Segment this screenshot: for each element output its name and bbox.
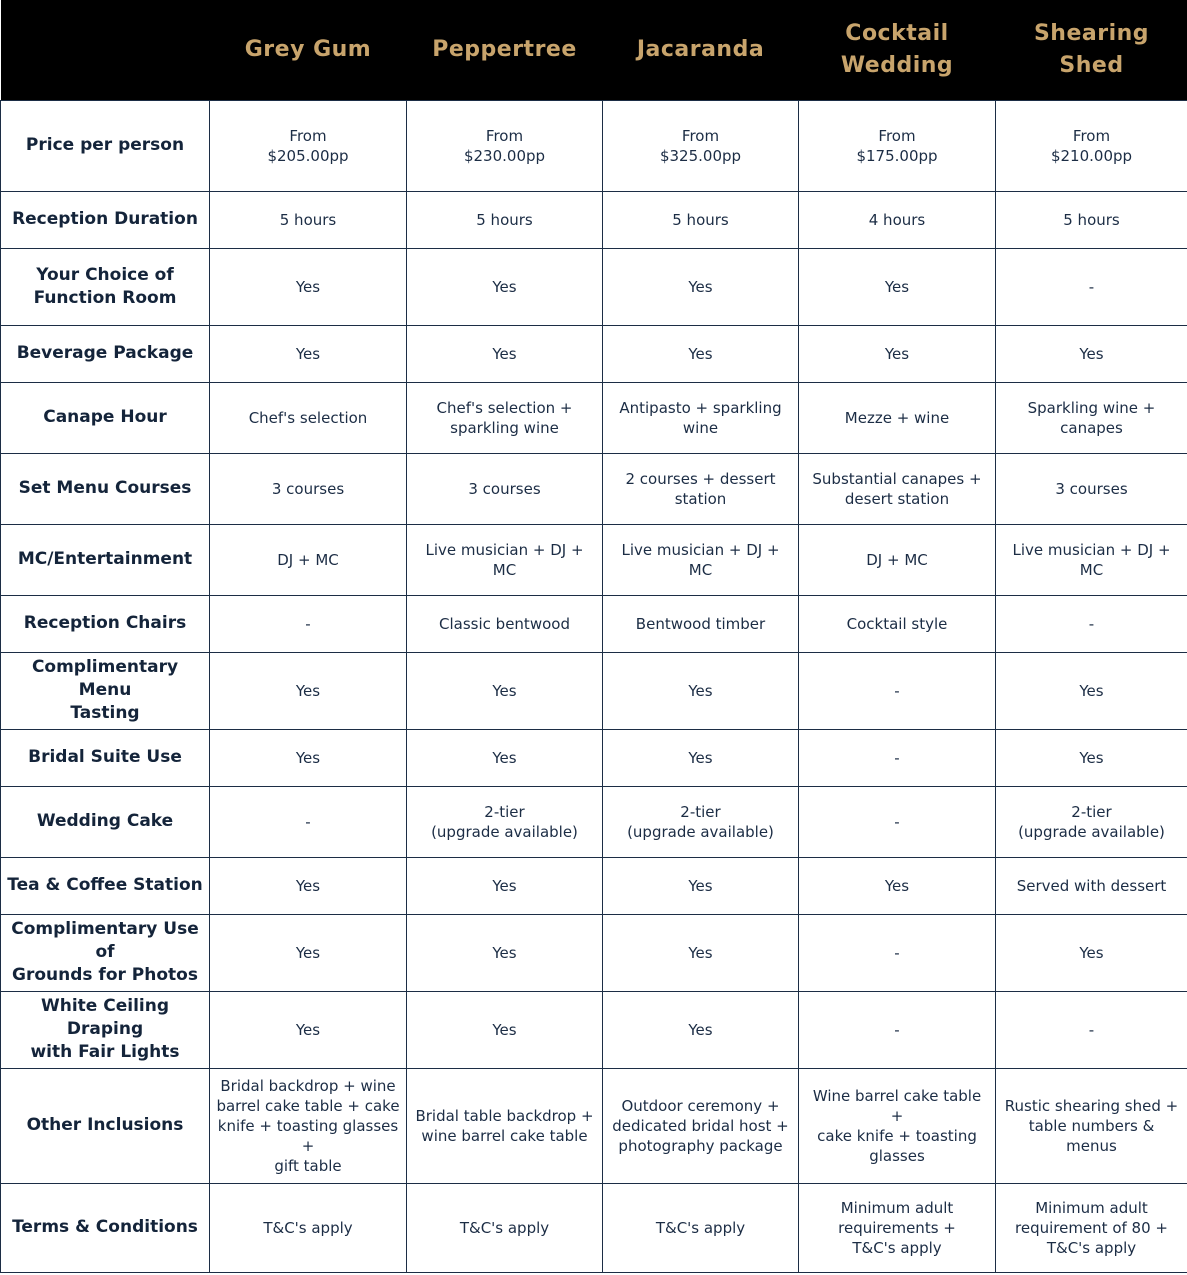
cell: Yes [603,325,799,382]
row-bridal-suite-use [1,729,1187,786]
header-peppertree: Peppertree [432,36,577,62]
row-set-menu-courses [1,453,1187,524]
row-terms-conditions [1,1183,1187,1272]
row-reception-duration [1,191,1187,248]
cell: Bridal table backdrop + wine barrel cake table [407,1068,603,1183]
cell: Bridal backdrop + wine barrel cake table + cake knife + toasting glasses + gift table [210,1068,407,1183]
cell: - [799,786,996,857]
header-shearing-shed: Shearing Shed [1033,20,1150,78]
cell: 5 hours [996,191,1187,248]
cell: 2-tier (upgrade available) [996,786,1187,857]
header-row [1,0,1187,100]
cell: 3 courses [210,453,407,524]
cell: Yes [407,325,603,382]
cell: Yes [603,857,799,914]
cell: - [996,991,1187,1068]
cell: Yes [603,914,799,991]
row-label: Terms & Conditions [1,1183,210,1272]
header-corner [1,0,210,100]
cell: Yes [210,652,407,729]
cell: Yes [996,729,1187,786]
row-label: Complimentary Menu Tasting [1,652,210,729]
cell: - [799,652,996,729]
row-canape-hour [1,382,1187,453]
cell: Live musician + DJ + MC [996,524,1187,595]
cell: Yes [603,991,799,1068]
row-label: Canape Hour [1,382,210,453]
cell: 2 courses + dessert station [603,453,799,524]
cell: Outdoor ceremony + dedicated bridal host + photography package [603,1068,799,1183]
cell: Cocktail style [799,595,996,652]
row-menu-tasting [1,652,1187,729]
row-price-per-person [1,100,1187,191]
cell: Classic bentwood [407,595,603,652]
cell: 5 hours [407,191,603,248]
cell: 2-tier (upgrade available) [407,786,603,857]
row-label: Bridal Suite Use [1,729,210,786]
cell: T&C's apply [407,1183,603,1272]
row-other-inclusions [1,1068,1187,1183]
row-label: Wedding Cake [1,786,210,857]
cell: Yes [799,857,996,914]
cell: Sparkling wine + canapes [996,382,1187,453]
cell: Yes [210,248,407,325]
row-function-room [1,248,1187,325]
row-tea-coffee-station [1,857,1187,914]
row-wedding-cake [1,786,1187,857]
cell: Yes [210,857,407,914]
cell: Yes [407,914,603,991]
cell: - [210,786,407,857]
cell: From $175.00pp [799,100,996,191]
cell: Yes [799,325,996,382]
cell: From $210.00pp [996,100,1187,191]
cell: From $205.00pp [210,100,407,191]
cell: Yes [210,914,407,991]
row-label: Complimentary Use of Grounds for Photos [1,914,210,991]
row-label: Reception Duration [1,191,210,248]
cell: - [996,595,1187,652]
row-mc-entertainment [1,524,1187,595]
cell: Bentwood timber [603,595,799,652]
row-label: Price per person [1,100,210,191]
cell: 3 courses [407,453,603,524]
cell: Antipasto + sparkling wine [603,382,799,453]
cell: Yes [210,325,407,382]
row-label: Set Menu Courses [1,453,210,524]
cell: Yes [407,652,603,729]
cell: Live musician + DJ + MC [407,524,603,595]
cell: - [799,914,996,991]
cell: Yes [799,248,996,325]
cell: Yes [996,325,1187,382]
cell: - [996,248,1187,325]
cell: - [210,595,407,652]
cell: T&C's apply [603,1183,799,1272]
cell: - [799,729,996,786]
row-label: Beverage Package [1,325,210,382]
cell: 4 hours [799,191,996,248]
cell: Live musician + DJ + MC [603,524,799,595]
header-cocktail-wedding: Cocktail Wedding [840,20,954,78]
cell: From $230.00pp [407,100,603,191]
cell: Rustic shearing shed + table numbers & menus [996,1068,1187,1183]
cell: Yes [996,914,1187,991]
cell: - [799,991,996,1068]
cell: Yes [210,991,407,1068]
cell: Chef's selection [210,382,407,453]
row-label: Tea & Coffee Station [1,857,210,914]
cell: Chef's selection + sparkling wine [407,382,603,453]
cell: Yes [407,857,603,914]
cell: Yes [603,652,799,729]
cell: DJ + MC [210,524,407,595]
row-label: Reception Chairs [1,595,210,652]
row-beverage-package [1,325,1187,382]
cell: 5 hours [210,191,407,248]
header-jacaranda: Jacaranda [636,36,765,62]
cell: Substantial canapes + desert station [799,453,996,524]
cell: 5 hours [603,191,799,248]
cell: T&C's apply [210,1183,407,1272]
cell: Yes [603,729,799,786]
header-grey-gum: Grey Gum [244,36,372,62]
cell: 3 courses [996,453,1187,524]
row-grounds-for-photos [1,914,1187,991]
cell: Yes [996,652,1187,729]
cell: Minimum adult requirements + T&C's apply [799,1183,996,1272]
cell: Wine barrel cake table + cake knife + toasting glasses [799,1068,996,1183]
cell: Minimum adult requirement of 80 + T&C's apply [996,1183,1187,1272]
cell: Yes [407,991,603,1068]
cell: Yes [603,248,799,325]
row-label: Other Inclusions [1,1068,210,1183]
row-reception-chairs [1,595,1187,652]
cell: Yes [407,729,603,786]
cell: DJ + MC [799,524,996,595]
cell: Served with dessert [996,857,1187,914]
cell: From $325.00pp [603,100,799,191]
row-label: MC/Entertainment [1,524,210,595]
row-ceiling-draping [1,991,1187,1068]
cell: Yes [210,729,407,786]
cell: Yes [407,248,603,325]
row-label: White Ceiling Draping with Fair Lights [1,991,210,1068]
row-label: Your Choice of Function Room [1,248,210,325]
cell: 2-tier (upgrade available) [603,786,799,857]
cell: Mezze + wine [799,382,996,453]
